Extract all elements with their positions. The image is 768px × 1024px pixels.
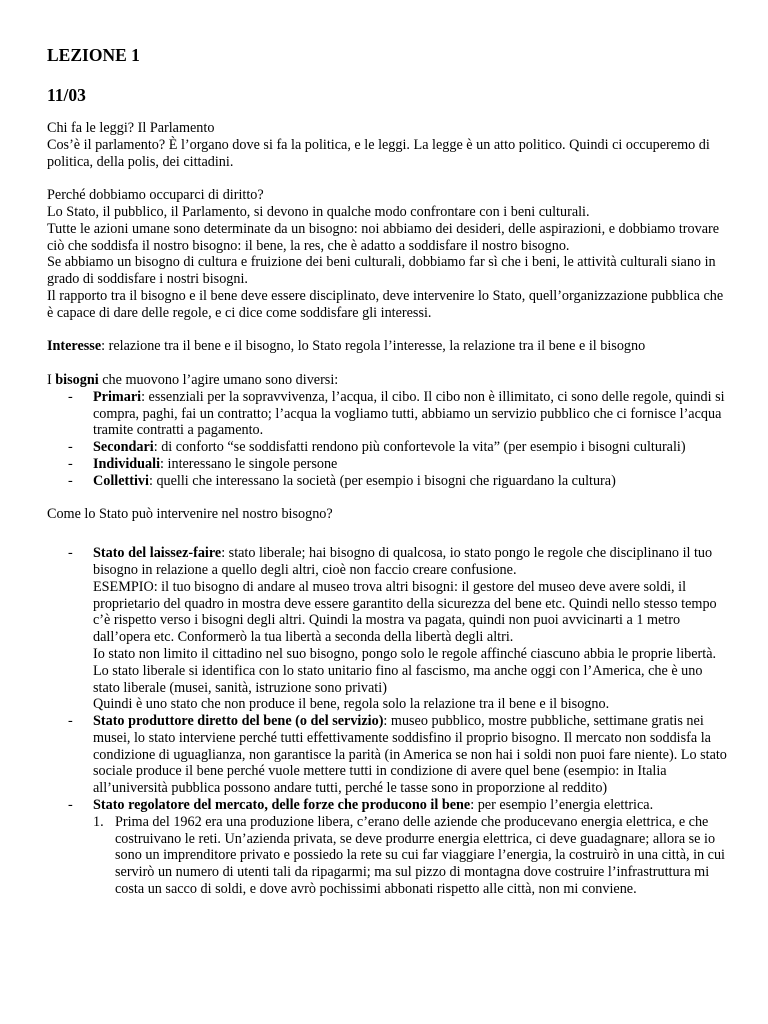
document-body: [47, 120, 731, 898]
intro-line-2: Cos’è il parlamento? È l’organo dove si fa la politica, e le leggi. La legge è un atto politico. Quindi ci occuperemo di politica, della polis, dei cittadini.: [47, 136, 710, 170]
interesse-paragraph: [47, 338, 731, 355]
diritto-question: Perché dobbiamo occuparci di diritto?: [47, 187, 264, 204]
intro-line-1: Chi fa le leggi? Il Parlamento: [47, 120, 215, 136]
list-item-example: ESEMPIO: il tuo bisogno di andare al museo trova altri bisogni: il gestore del museo deve avere soldi, il proprietario del quadro in mostra deve essere garantito della sicurezza del bene etc. Quindi nello stesso tempo c’è rispetto verso i bisogni degli altri. Quindi la mostra va pagata, quindi non puoi avvicinarti a 1 metro dall’opera etc. Conformerò la tua libertà a seconda della libertà degli altri.: [93, 578, 717, 646]
list-item-text: : stato liberale; hai bisogno di qualcosa, io stato pongo le regole che disciplinano il tuo bisogno in relazione a quello degli altri, cioè non faccio creare confusione.: [93, 545, 713, 578]
interesse-text: : relazione tra il bene e il bisogno, lo Stato regola l’interesse, la relazione tra il bene e il bisogno: [101, 338, 646, 355]
item-number: 1.: [93, 813, 104, 830]
list-item-text: : essenziali per la sopravvivenza, l’acqua, il cibo. Il cibo non è illimitato, ci sono delle regole, quindi si compra, paghi, fai un contratto; l’acqua la vogliamo tutti, abbiamo un servizio pubblico che ci fornisce l’acqua tramite contratti a pagamento.: [93, 388, 725, 439]
bisogni-term: bisogni: [55, 371, 99, 388]
list-item-term: Secondari: [93, 439, 154, 456]
list-item: [47, 389, 731, 439]
interesse-term: Interesse: [47, 338, 102, 355]
numbered-sublist: [93, 814, 731, 898]
list-item-note: Io stato non limito il cittadino nel suo bisogno, pongo solo le regole affinché ciascuno abbia le proprie libertà. Lo stato liberale si identifica con lo stato unitario fino al fascismo, ma anche oggi con l’America, che è uno stato liberale (musei, sanità, istruzione sono privati): [93, 645, 717, 696]
list-item-term: Stato regolatore del mercato, delle forze che producono il bene: [93, 797, 471, 814]
list-item-term: Collettivi: [93, 472, 149, 489]
stato-question: Come lo Stato può intervenire nel nostro bisogno?: [47, 506, 333, 523]
list-item-term: Primari: [93, 388, 142, 405]
list-item-term: Stato del laissez-faire: [93, 545, 222, 562]
lesson-heading: LEZIONE 1: [47, 45, 140, 65]
stato-list: [47, 545, 731, 898]
list-item: [47, 797, 731, 898]
list-item: [47, 713, 731, 797]
list-item-term: Individuali: [93, 455, 161, 472]
diritto-line-3: Se abbiamo un bisogno di cultura e fruizione dei beni culturali, dobbiamo far sì che i beni, le attività culturali siano in grado di soddisfare i nostri bisogni.: [47, 254, 716, 288]
list-item: [47, 456, 731, 473]
list-item-text: : di conforto “se soddisfatti rendono più confortevole la vita” (per esempio i bisogni culturali): [153, 439, 686, 456]
bisogni-post: che muovono l’agire umano sono diversi:: [98, 371, 339, 388]
diritto-line-1: Lo Stato, il pubblico, il Parlamento, si devono in qualche modo confrontare con i beni culturali.: [47, 203, 590, 220]
list-item-text: : per esempio l’energia elettrica.: [470, 797, 654, 814]
list-item: [47, 439, 731, 456]
list-item-text: : museo pubblico, mostre pubbliche, settimane gratis nei musei, lo stato interviene perché tutti effettivamente soddisfino il proprio bisogno. Il mercato non soddisfa la condizione di uguaglianza, non garantisce la parità (in America se non hai i soldi non puoi fare niente). Lo stato sociale produce il bene perché vuole mettere tutti in condizione di avere quel bene (esempio: in Italia all’università pubblica possono andare tutti, perché le tasse sono in proporzione al reddito): [93, 713, 727, 797]
bisogni-pre: I: [47, 371, 56, 388]
list-item-conclusion: Quindi è uno stato che non produce il bene, regola solo la relazione tra il bene e il bisogno.: [93, 696, 610, 713]
diritto-line-4: Il rapporto tra il bisogno e il bene deve essere disciplinato, deve intervenire lo Stato, quell’organizzazione pubblica che è capace di dare delle regole, e ci dice come soddisfare gli interessi.: [47, 287, 724, 321]
diritto-line-2: Tutte le azioni umane sono determinate da un bisogno: noi abbiamo dei desideri, delle aspirazioni, e dobbiamo trovare ciò che soddisfa il nostro bisogno: il bene, la res, che è adatto a soddisfare il nostro bisogno.: [47, 220, 720, 254]
list-item-text: : quelli che interessano la società (per esempio i bisogni che riguardano la cultura): [148, 472, 616, 489]
numbered-item-text: Prima del 1962 era una produzione libera, c’erano delle aziende che producevano energia elettrica, e che costruivano le reti. Un’azienda privata, se deve produrre energia elettrica, ci deve guadagnare; allora se io sono un imprenditore privato e possiedo la rete su cui far viaggiare l’energia, la costruirò in una città, in cui servirò un numero di utenti tali da ripagarmi; ma sul pizzo di montagna dove costruire l’infrastruttura mi costa un sacco di soldi, e dove avrò pochissimi abbonati rispetto alle città, non mi conviene.: [115, 813, 725, 898]
list-item-term: Stato produttore diretto del bene (o del servizio): [93, 713, 384, 730]
list-item-text: : interessano le singole persone: [160, 455, 338, 472]
list-item: [47, 473, 731, 490]
lesson-date: 11/03: [47, 85, 86, 105]
bisogni-intro: [47, 372, 731, 389]
numbered-item: [93, 814, 731, 898]
list-item: [47, 545, 731, 713]
bisogni-list: [47, 389, 731, 490]
